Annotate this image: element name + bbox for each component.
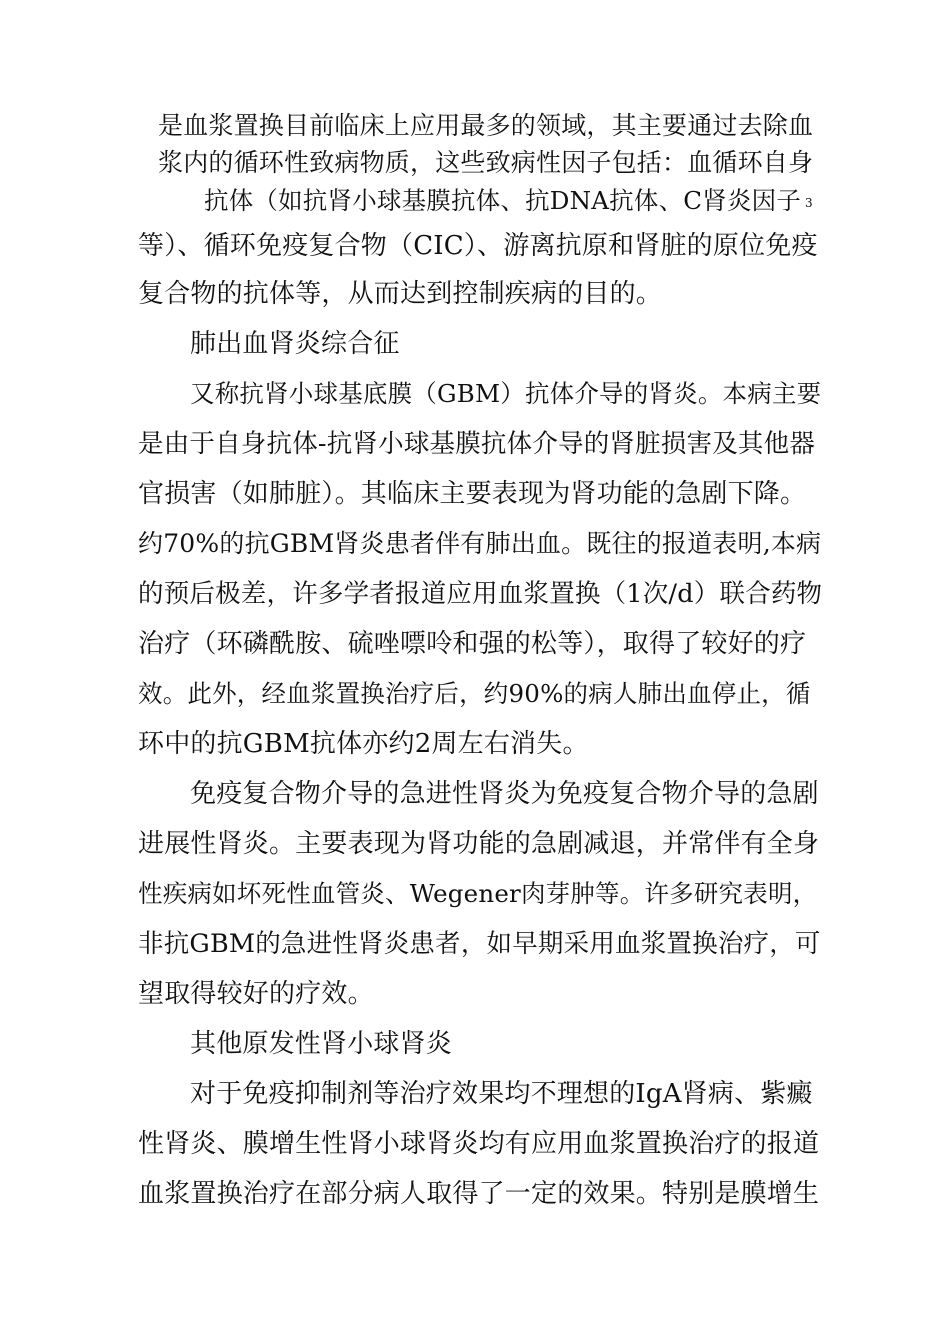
paragraph-line-16: 进展性肾炎。主要表现为肾功能的急剧减退，并常伴有全身: [138, 829, 820, 859]
paragraph-line-21: 对于免疫抑制剂等治疗效果均不理想的IgA肾病、紫癜: [190, 1079, 813, 1109]
paragraph-line-12: 治疗（环磷酰胺、硫唑嘌呤和强的松等），取得了较好的疗: [138, 629, 807, 659]
paragraph-line-9: 官损害（如肺脏）。其临床主要表现为肾功能的急剧下降。: [138, 479, 807, 509]
paragraph-line-11: 的预后极差，许多学者报道应用血浆置换（1次/d）联合药物: [138, 579, 823, 609]
paragraph-line-2: 浆内的循环性致病物质，这些致病性因子包括：血循环自身: [158, 148, 814, 177]
paragraph-line-13: 效。此外，经血浆置换治疗后，约90%的病人肺出血停止，循: [138, 679, 811, 708]
paragraph-line-15: 免疫复合物介导的急进性肾炎为免疫复合物介导的急剧: [190, 779, 819, 809]
footnote-marker: 3: [805, 196, 813, 210]
section-heading-other-glomerulonephritis: 其他原发性肾小球肾炎: [190, 1029, 453, 1059]
paragraph-line-10: 约70%的抗GBM肾炎患者伴有肺出血。既往的报道表明,本病: [138, 529, 822, 558]
paragraph-line-14: 环中的抗GBM抗体亦约2周左右消失。: [138, 729, 589, 759]
paragraph-line-22: 性肾炎、膜增生性肾小球肾炎均有应用血浆置换治疗的报道: [138, 1129, 820, 1159]
paragraph-line-4: 等）、循环免疫复合物（CIC）、游离抗原和肾脏的原位免疫: [138, 231, 818, 261]
paragraph-line-17: 性疾病如坏死性血管炎、Wegener肉芽肿等。许多研究表明，: [138, 879, 818, 908]
paragraph-line-5: 复合物的抗体等，从而达到控制疾病的目的。: [138, 279, 663, 309]
paragraph-line-3-text: 抗体（如抗肾小球基膜抗体、抗DNA抗体、C肾炎因子: [204, 186, 802, 215]
paragraph-line-3: [204, 185, 813, 221]
paragraph-line-23: 血浆置换治疗在部分病人取得了一定的效果。特别是膜增生: [138, 1179, 820, 1209]
paragraph-line-7: 又称抗肾小球基底膜（GBM）抗体介导的肾炎。本病主要: [190, 379, 822, 408]
paragraph-line-19: 望取得较好的疗效。: [138, 979, 374, 1009]
paragraph-line-18: 非抗GBM的急进性肾炎患者，如早期采用血浆置换治疗，可: [138, 929, 821, 959]
section-heading-pulmonary-renal: 肺出血肾炎综合征: [190, 329, 400, 359]
paragraph-line-1: 是血浆置换目前临床上应用最多的领域，其主要通过去除血: [158, 111, 814, 140]
paragraph-line-8: 是由于自身抗体-抗肾小球基膜抗体介导的肾脏损害及其他器: [138, 429, 816, 459]
